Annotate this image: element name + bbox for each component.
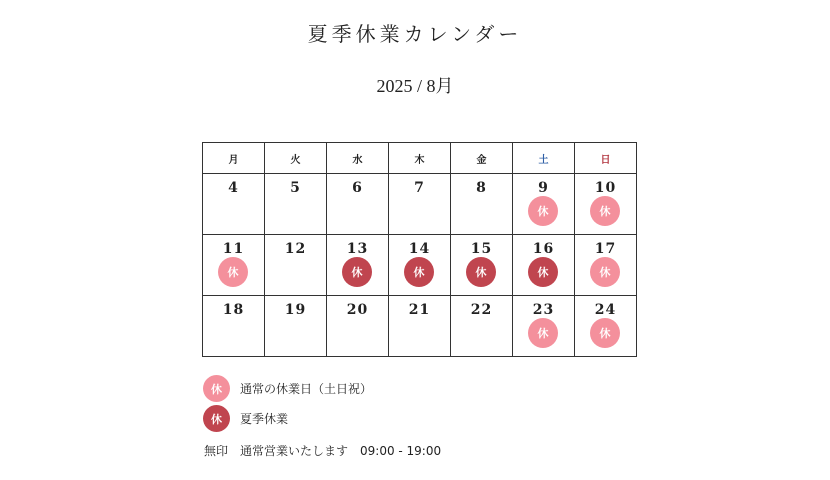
weekday-tue: 火 <box>265 143 327 174</box>
legend-regular <box>203 375 372 402</box>
weekday-wed: 水 <box>327 143 389 174</box>
day-number: 21 <box>408 302 431 318</box>
day-number: 16 <box>532 241 555 257</box>
summer-holiday-badge-icon: 休 <box>203 405 230 432</box>
day-cell <box>513 174 575 235</box>
summer-holiday-badge-icon: 休 <box>466 257 496 287</box>
holiday-calendar <box>202 142 637 357</box>
day-number: 7 <box>414 180 425 196</box>
day-cell <box>265 174 327 235</box>
summer-holiday-badge-icon: 休 <box>342 257 372 287</box>
calendar-week-row <box>203 296 637 357</box>
day-cell <box>327 235 389 296</box>
legend-summer <box>203 405 288 432</box>
business-hours-note: 無印 通常営業いたします 09:00 - 19:00 <box>204 444 442 458</box>
day-number: 24 <box>594 302 617 318</box>
day-number: 9 <box>538 180 549 196</box>
regular-holiday-badge-icon: 休 <box>590 257 620 287</box>
day-cell <box>265 235 327 296</box>
calendar-week-row <box>203 174 637 235</box>
day-number: 20 <box>346 302 369 318</box>
legend-summer-label: 夏季休業 <box>240 412 289 426</box>
day-cell <box>389 296 451 357</box>
day-number: 17 <box>594 241 617 257</box>
day-cell <box>513 296 575 357</box>
month-heading: 2025 / 8月 <box>376 76 454 96</box>
summer-holiday-badge-icon: 休 <box>404 257 434 287</box>
day-number: 8 <box>476 180 487 196</box>
calendar-body <box>203 174 637 357</box>
day-number: 10 <box>594 180 617 196</box>
day-number: 14 <box>408 241 431 257</box>
weekday-mon: 月 <box>203 143 265 174</box>
day-cell <box>575 296 637 357</box>
calendar-title: 夏季休業カレンダー <box>307 22 523 46</box>
day-cell <box>203 174 265 235</box>
weekday-sat: 土 <box>513 143 575 174</box>
day-cell <box>451 174 513 235</box>
day-cell <box>389 174 451 235</box>
day-cell <box>327 296 389 357</box>
day-cell <box>203 296 265 357</box>
calendar-week-row <box>203 235 637 296</box>
day-number: 4 <box>228 180 239 196</box>
weekday-header-row <box>203 143 637 174</box>
day-number: 22 <box>470 302 493 318</box>
regular-holiday-badge-icon: 休 <box>218 257 248 287</box>
day-cell <box>265 296 327 357</box>
day-cell <box>389 235 451 296</box>
day-cell <box>575 174 637 235</box>
weekday-thu: 木 <box>389 143 451 174</box>
regular-holiday-badge-icon: 休 <box>528 196 558 226</box>
day-number: 18 <box>222 302 245 318</box>
day-number: 13 <box>346 241 369 257</box>
legend-regular-label: 通常の休業日（土日祝） <box>240 382 373 396</box>
day-number: 19 <box>284 302 307 318</box>
day-number: 23 <box>532 302 555 318</box>
day-number: 15 <box>470 241 493 257</box>
weekday-fri: 金 <box>451 143 513 174</box>
regular-holiday-badge-icon: 休 <box>528 318 558 348</box>
day-cell <box>575 235 637 296</box>
regular-holiday-badge-icon: 休 <box>590 196 620 226</box>
day-number: 6 <box>352 180 363 196</box>
day-number: 12 <box>284 241 307 257</box>
regular-holiday-badge-icon: 休 <box>590 318 620 348</box>
day-number: 11 <box>222 241 245 257</box>
summer-holiday-badge-icon: 休 <box>528 257 558 287</box>
weekday-sun: 日 <box>575 143 637 174</box>
day-number: 5 <box>290 180 301 196</box>
day-cell <box>513 235 575 296</box>
day-cell <box>203 235 265 296</box>
regular-holiday-badge-icon: 休 <box>203 375 230 402</box>
day-cell <box>327 174 389 235</box>
day-cell <box>451 235 513 296</box>
day-cell <box>451 296 513 357</box>
